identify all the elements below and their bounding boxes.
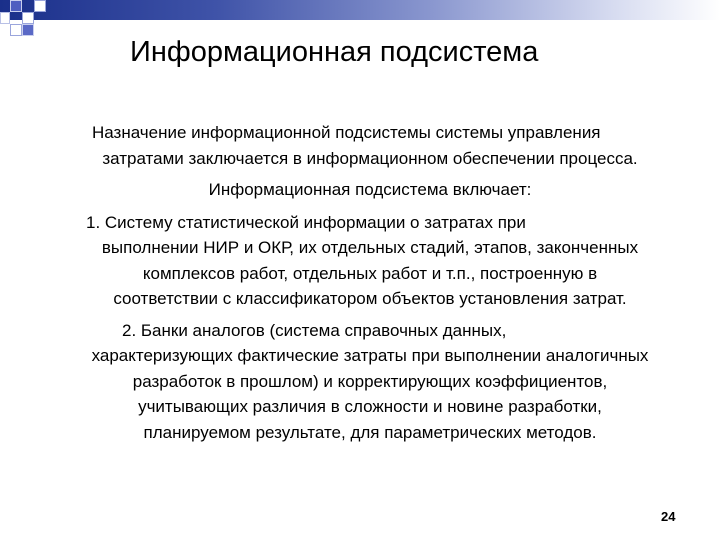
slide-title: Информационная подсистема xyxy=(130,36,539,68)
text-line: планируемом результате, для параметрических методов. xyxy=(143,422,597,442)
page-number: 24 xyxy=(661,509,676,524)
decorative-square xyxy=(10,24,22,36)
text-line: 1. Систему статистической информации о затратах при xyxy=(86,212,526,232)
decorative-square xyxy=(34,0,46,12)
text-line: выполнении НИР и ОКР, их отдельных стадий, этапов, законченных xyxy=(101,238,639,257)
paragraph-item-2 xyxy=(36,318,704,446)
paragraph-item-1 xyxy=(36,210,704,312)
text-line: 2. Банки аналогов (система справочных данных, xyxy=(122,320,507,340)
decorative-square xyxy=(22,24,34,36)
header-gradient-bar xyxy=(0,0,720,20)
text-line: характеризующих фактические затраты при выполнении аналогичных xyxy=(91,346,649,365)
decorative-square xyxy=(22,12,34,24)
slide-body xyxy=(36,120,704,445)
decorative-square xyxy=(10,0,22,12)
decorative-square xyxy=(0,12,10,24)
text-line: Информационная подсистема включает: xyxy=(208,180,532,199)
text-line: комплексов работ, отдельных работ и т.п., построенную в xyxy=(142,263,598,283)
text-line: учитывающих различия в сложности и новине разработки, xyxy=(138,397,602,416)
text-line: разработок в прошлом) и корректирующих коэффициентов, xyxy=(132,371,608,391)
paragraph-purpose xyxy=(36,120,704,171)
text-line: соответствии с классификатором объектов установления затрат. xyxy=(113,289,627,308)
text-line: Назначение информационной подсистемы системы управления xyxy=(92,123,601,142)
paragraph-includes xyxy=(36,177,704,203)
text-line: затратами заключается в информационном обеспечении процесса. xyxy=(102,148,638,168)
